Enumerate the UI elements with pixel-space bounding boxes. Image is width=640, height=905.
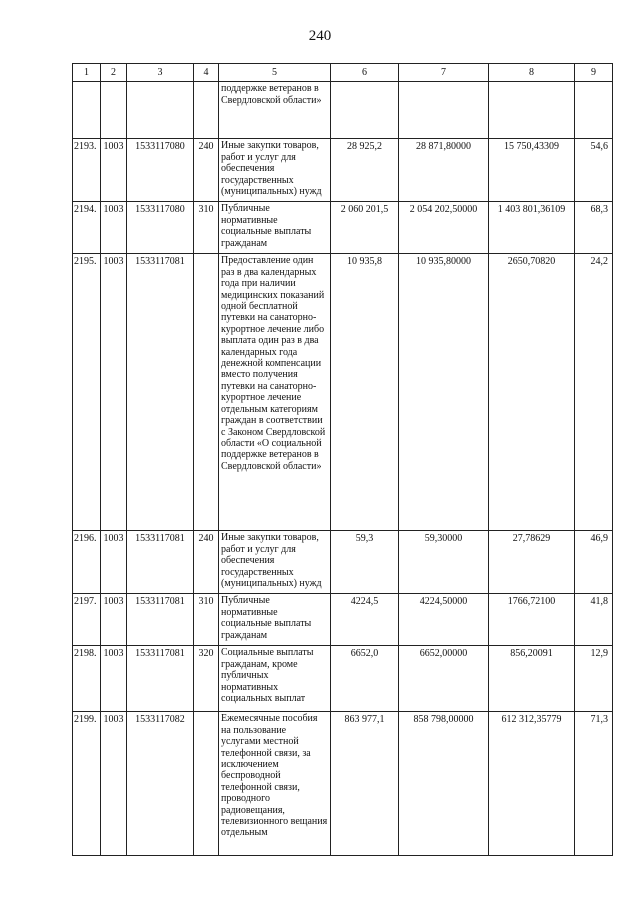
value-col6: 28 925,2	[331, 139, 399, 202]
header-cell: 2	[101, 64, 127, 82]
value-col7: 59,30000	[399, 531, 489, 594]
section-code: 1003	[101, 202, 127, 254]
header-cell: 3	[127, 64, 194, 82]
item-name: Ежемесячные пособия на пользование услугами местной телефонной связи, за исключением беспроводной телефонной связи, проводного радиовещания, телевизионного вещания отдельным	[219, 712, 331, 856]
target-article-code: 1533117081	[127, 594, 194, 646]
row-number: 2196.	[73, 531, 101, 594]
budget-table	[72, 63, 613, 856]
value-col8: 1 403 801,36109	[489, 202, 575, 254]
target-article-code: 1533117080	[127, 202, 194, 254]
table-row	[73, 139, 613, 202]
header-cell: 1	[73, 64, 101, 82]
item-name: Иные закупки товаров, работ и услуг для обеспечения государственных (муниципальных) нужд	[219, 139, 331, 202]
value-col9: 12,9	[575, 646, 613, 712]
value-col9: 24,2	[575, 254, 613, 531]
value-col8: 1766,72100	[489, 594, 575, 646]
section-code: 1003	[101, 712, 127, 856]
page-number: 240	[308, 28, 332, 44]
header-cell: 7	[399, 64, 489, 82]
row-number: 2197.	[73, 594, 101, 646]
section-code: 1003	[101, 646, 127, 712]
value-col7: 858 798,00000	[399, 712, 489, 856]
row-number: 2199.	[73, 712, 101, 856]
value-col9: 68,3	[575, 202, 613, 254]
value-col7: 2 054 202,50000	[399, 202, 489, 254]
value-col6	[331, 82, 399, 139]
expense-type-code: 240	[194, 139, 219, 202]
value-col7: 6652,00000	[399, 646, 489, 712]
header-cell: 5	[219, 64, 331, 82]
value-col8: 27,78629	[489, 531, 575, 594]
target-article-code: 1533117081	[127, 254, 194, 531]
value-col8: 856,20091	[489, 646, 575, 712]
item-name: Социальные выплаты гражданам, кроме публичных нормативных социальных выплат	[219, 646, 331, 712]
header-cell: 6	[331, 64, 399, 82]
row-number	[73, 82, 101, 139]
section-code	[101, 82, 127, 139]
value-col9: 46,9	[575, 531, 613, 594]
target-article-code: 1533117082	[127, 712, 194, 856]
value-col7: 28 871,80000	[399, 139, 489, 202]
section-code: 1003	[101, 594, 127, 646]
header-cell: 4	[194, 64, 219, 82]
row-number: 2198.	[73, 646, 101, 712]
item-name: поддержке ветеранов в Свердловской области»	[219, 82, 331, 139]
row-number: 2194.	[73, 202, 101, 254]
target-article-code	[127, 82, 194, 139]
value-col6: 59,3	[331, 531, 399, 594]
value-col6: 10 935,8	[331, 254, 399, 531]
expense-type-code: 310	[194, 594, 219, 646]
expense-type-code: 310	[194, 202, 219, 254]
expense-type-code	[194, 82, 219, 139]
value-col9: 41,8	[575, 594, 613, 646]
value-col9: 54,6	[575, 139, 613, 202]
target-article-code: 1533117081	[127, 531, 194, 594]
value-col8	[489, 82, 575, 139]
value-col7: 4224,50000	[399, 594, 489, 646]
value-col8: 2650,70820	[489, 254, 575, 531]
header-row	[73, 64, 613, 82]
table-row	[73, 202, 613, 254]
table-row	[73, 594, 613, 646]
value-col7: 10 935,80000	[399, 254, 489, 531]
value-col9	[575, 82, 613, 139]
table-row	[73, 712, 613, 856]
section-code: 1003	[101, 139, 127, 202]
value-col9: 71,3	[575, 712, 613, 856]
header-cell: 8	[489, 64, 575, 82]
section-code: 1003	[101, 531, 127, 594]
value-col6: 2 060 201,5	[331, 202, 399, 254]
value-col7	[399, 82, 489, 139]
item-name: Иные закупки товаров, работ и услуг для обеспечения государственных (муниципальных) нужд	[219, 531, 331, 594]
target-article-code: 1533117080	[127, 139, 194, 202]
value-col6: 4224,5	[331, 594, 399, 646]
value-col8: 612 312,35779	[489, 712, 575, 856]
row-number: 2195.	[73, 254, 101, 531]
row-number: 2193.	[73, 139, 101, 202]
item-name: Публичные нормативные социальные выплаты гражданам	[219, 594, 331, 646]
expense-type-code	[194, 254, 219, 531]
target-article-code: 1533117081	[127, 646, 194, 712]
section-code: 1003	[101, 254, 127, 531]
item-name: Предоставление один раз в два календарных года при наличии медицинских показаний одной бесплатной путевки на санаторно-курортное лечение либо выплата один раз в два календарных года денежной компенсации вместо получения путевки на санаторно-курортное лечение отдельным категориям граждан в соответствии с Законом Свердловской области «О социальной поддержке ветеранов в Свердловской области»	[219, 254, 331, 531]
item-name: Публичные нормативные социальные выплаты гражданам	[219, 202, 331, 254]
table-row	[73, 82, 613, 139]
header-cell: 9	[575, 64, 613, 82]
value-col6: 863 977,1	[331, 712, 399, 856]
table-row	[73, 531, 613, 594]
expense-type-code	[194, 712, 219, 856]
value-col6: 6652,0	[331, 646, 399, 712]
expense-type-code: 240	[194, 531, 219, 594]
expense-type-code: 320	[194, 646, 219, 712]
value-col8: 15 750,43309	[489, 139, 575, 202]
table-row	[73, 646, 613, 712]
table-row	[73, 254, 613, 531]
